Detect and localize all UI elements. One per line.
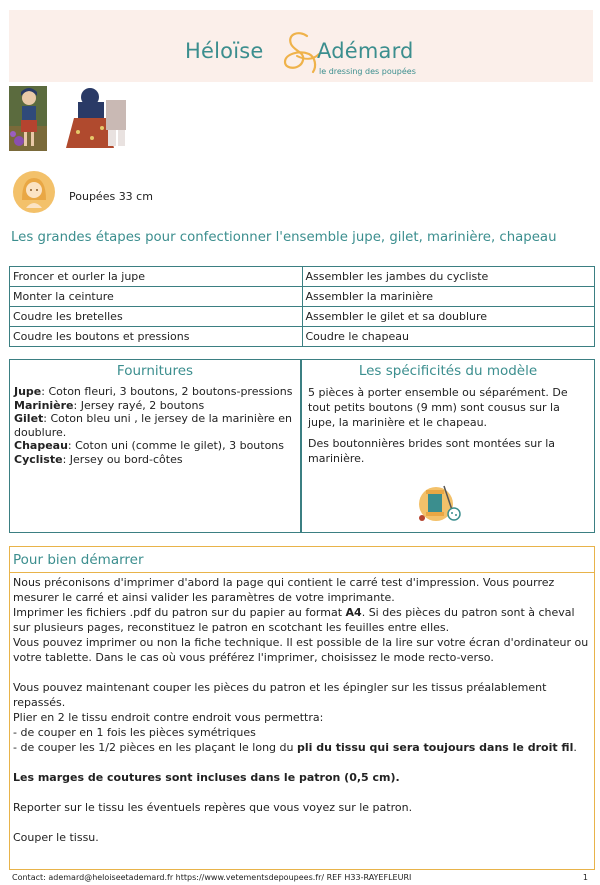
specifics-box bbox=[301, 359, 595, 533]
sewing-kit-icon bbox=[414, 480, 464, 524]
table-cell: Coudre le chapeau bbox=[302, 327, 595, 347]
text-run-bold: pli du tissu qui sera toujours dans le droit fil bbox=[296, 741, 574, 754]
paragraph: Reporter sur le tissu les éventuels repères que vous voyez sur le patron. bbox=[13, 801, 413, 814]
table-cell: Assembler la marinière bbox=[302, 287, 595, 307]
supply-key: Chapeau bbox=[14, 439, 68, 452]
table-cell: Coudre les boutons et pressions bbox=[10, 327, 303, 347]
supplies-list bbox=[14, 385, 296, 466]
supplies-box bbox=[9, 359, 301, 533]
brand-name-left: Héloïse bbox=[185, 39, 264, 63]
list-item bbox=[14, 385, 296, 399]
paragraph bbox=[13, 605, 590, 635]
paragraph: Vous pouvez maintenant couper les pièces du patron et les épingler sur les tissus préalablement repassés. bbox=[13, 681, 547, 709]
paragraph: Vous pouvez imprimer ou non la fiche technique. Il est possible de la lire sur votre écran d'ordinateur ou votre tablette. Dans le cas où vous préférez l'imprimer, choisissez le mode recto-verso. bbox=[13, 636, 589, 664]
supply-key: Jupe bbox=[14, 385, 42, 398]
table-cell: Monter la ceinture bbox=[10, 287, 303, 307]
supply-value: : Coton uni (comme le gilet), 3 boutons bbox=[67, 439, 285, 452]
paragraph: Plier en 2 le tissu endroit contre endroit vous permettra: bbox=[13, 711, 324, 724]
supplies-title: Fournitures bbox=[116, 363, 194, 379]
supply-value: : Jersey rayé, 2 boutons bbox=[73, 398, 205, 412]
doll-face-icon bbox=[12, 170, 56, 214]
steps-table bbox=[9, 266, 595, 347]
table-cell: Assembler les jambes du cycliste bbox=[302, 267, 595, 287]
table-cell: Assembler le gilet et sa doublure bbox=[302, 307, 595, 327]
text-run-bold: A4 bbox=[345, 606, 362, 619]
steps-title: Les grandes étapes pour confectionner l'ensemble jupe, gilet, marinière, chapeau bbox=[11, 230, 557, 245]
page-number: 1 bbox=[582, 873, 588, 882]
specifics-text bbox=[308, 385, 588, 466]
supply-key: Cycliste bbox=[14, 452, 63, 466]
footer-text: Contact: ademard@heloiseetademard.fr https://www.vetementsdepoupees.fr/ REF H33-RAYEFLEURI bbox=[12, 873, 412, 882]
doll-photo-outfit bbox=[62, 86, 130, 151]
list-item bbox=[14, 399, 296, 413]
table-row bbox=[10, 287, 595, 307]
supply-value: : Coton bleu uni , le jersey de la marinière en doublure. bbox=[14, 412, 293, 439]
text-run: . bbox=[573, 741, 577, 754]
list-item bbox=[14, 439, 296, 453]
info-boxes bbox=[9, 359, 595, 535]
text-run: - de couper les 1/2 pièces en les plaçant le long du bbox=[13, 741, 297, 754]
paragraph: - de couper en 1 fois les pièces symétriques bbox=[13, 726, 256, 739]
specifics-paragraph: Des boutonnières brides sont montées sur la marinière. bbox=[308, 437, 556, 465]
list-item bbox=[14, 412, 296, 439]
supply-value: : Coton fleuri, 3 boutons, 2 boutons-pressions bbox=[41, 385, 293, 398]
brand-name-right: Adémard bbox=[317, 39, 414, 63]
doll-size-label: Poupées 33 cm bbox=[69, 190, 153, 203]
text-run: . Si des pièces du patron sont à cheval sur plusieurs pages, reconstituez le patron en scotchant les feuilles entre elles. bbox=[13, 606, 575, 634]
list-item bbox=[14, 453, 296, 467]
paragraph: Les marges de coutures sont incluses dans le patron (0,5 cm). bbox=[13, 771, 400, 784]
getting-started-box bbox=[9, 546, 595, 870]
specifics-title: Les spécificités du modèle bbox=[358, 363, 538, 379]
table-row bbox=[10, 327, 595, 347]
table-row bbox=[10, 307, 595, 327]
getting-started-title: Pour bien démarrer bbox=[13, 552, 144, 568]
table-cell: Froncer et ourler la jupe bbox=[10, 267, 303, 287]
divider bbox=[10, 572, 594, 573]
brand-tagline: le dressing des poupées bbox=[319, 67, 416, 76]
footer bbox=[12, 873, 594, 882]
getting-started-body bbox=[13, 575, 590, 845]
text-run: Imprimer les fichiers .pdf du patron sur du papier au format bbox=[13, 606, 346, 619]
supply-key: Gilet bbox=[14, 412, 44, 425]
brand-logo bbox=[177, 34, 427, 74]
supply-value: : Jersey ou bord-côtes bbox=[62, 452, 183, 466]
doll-photo-front bbox=[9, 86, 47, 151]
table-row bbox=[10, 267, 595, 287]
paragraph: Nous préconisons d'imprimer d'abord la page qui contient le carré test d'impression. Vous pourrez mesurer le carré et ainsi valider les paramètres de votre imprimante. bbox=[13, 576, 555, 604]
supply-key: Marinière bbox=[14, 398, 74, 412]
header-banner bbox=[9, 10, 593, 82]
specifics-paragraph: 5 pièces à porter ensemble ou séparément. De tout petits boutons (9 mm) sont cousus sur la jupe, la marinière et le chapeau. bbox=[308, 386, 568, 429]
table-cell: Coudre les bretelles bbox=[10, 307, 303, 327]
paragraph bbox=[13, 740, 590, 755]
paragraph: Couper le tissu. bbox=[13, 831, 99, 844]
